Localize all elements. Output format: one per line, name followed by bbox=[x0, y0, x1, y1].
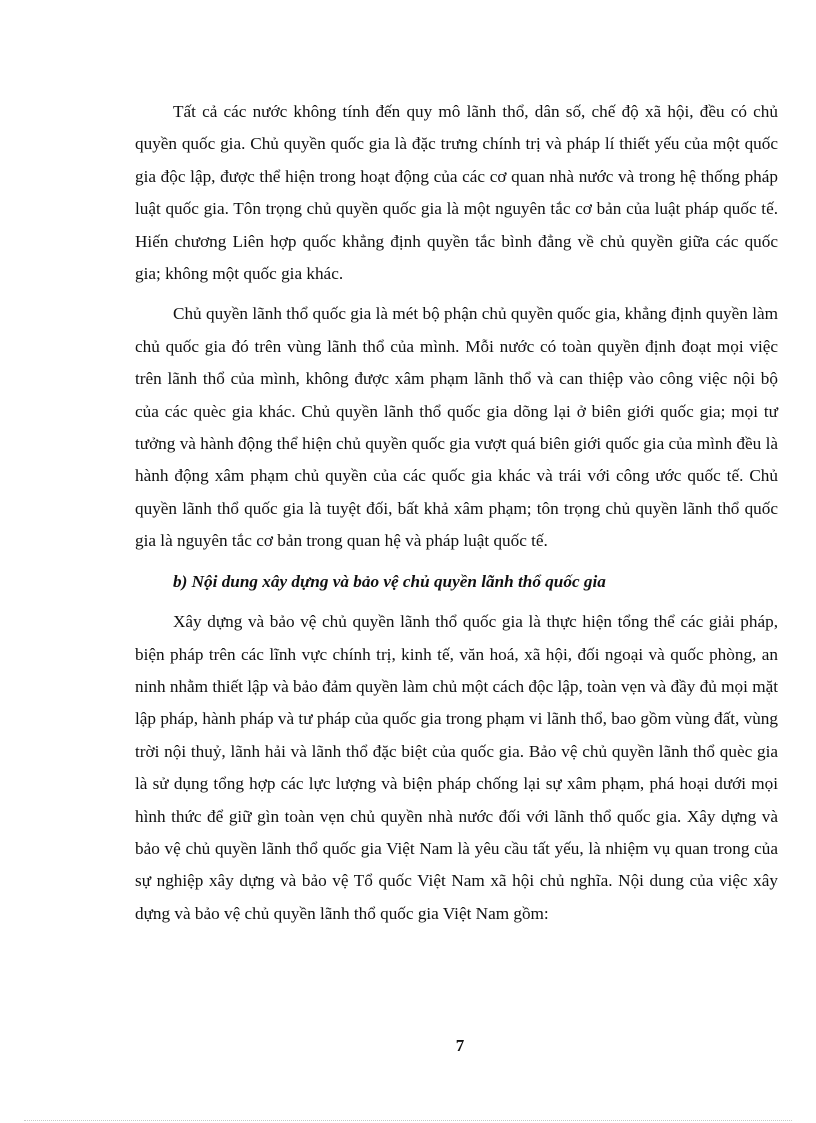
page-bottom-divider bbox=[24, 1120, 792, 1121]
paragraph-sovereignty: Tất cả các nước không tính đến quy mô lãnh thổ, dân số, chế độ xã hội, đều có chủ quyền quốc gia. Chủ quyền quốc gia là đặc trưng chính trị và pháp lí thiết yếu của một quốc gia độc lập, được thể hiện trong hoạt động của các cơ quan nhà nước và trong hệ thống pháp luật quốc gia. Tôn trọng chủ quyền quốc gia là một nguyên tắc cơ bản của luật pháp quốc tế. Hiến chương Liên hợp quốc khẳng định quyền tắc bình đẳng về chủ quyền giữa các quốc gia; không một quốc gia khác. bbox=[135, 102, 778, 284]
paragraph-territorial-sovereignty: Chủ quyền lãnh thổ quốc gia là mét bộ phận chủ quyền quốc gia, khẳng định quyền làm chủ quốc gia đó trên vùng lãnh thổ của mình. Mỗi nước có toàn quyền định đoạt mọi việc trên lãnh thổ của mình, không được xâm phạm lãnh thổ và can thiệp vào công việc nội bộ của các quèc gia khác. Chủ quyền lãnh thổ quốc gia dõng lại ở biên giới quốc gia; mọi tư tưởng và hành động thể hiện chủ quyền quốc gia vượt quá biên giới quốc gia của mình đều là hành động xâm phạm chủ quyền của các quốc gia khác và trái với công ước quốc tế. Chủ quyền lãnh thổ quốc gia là tuyệt đối, bất khả xâm phạm; tôn trọng chủ quyền lãnh thổ quốc gia là nguyên tắc cơ bản trong quan hệ và pháp luật quốc tế. bbox=[135, 304, 778, 551]
page-number: 7 bbox=[455, 1036, 465, 1055]
document-body bbox=[135, 96, 778, 938]
section-heading: b) Nội dung xây dựng và bảo vệ chủ quyền lãnh thổ quốc gia bbox=[173, 571, 606, 591]
paragraph-building-protecting: Xây dựng và bảo vệ chủ quyền lãnh thổ quốc gia là thực hiện tổng thể các giải pháp, biện pháp trên các lĩnh vực chính trị, kinh tế, văn hoá, xã hội, đối ngoại và quốc phòng, an ninh nhằm thiết lập và bảo đảm quyền làm chủ một cách độc lập, toàn vẹn và đầy đủ mọi mặt lập pháp, hành pháp và tư pháp của quốc gia trong phạm vi lãnh thổ, bao gồm vùng đất, vùng trời nội thuỷ, lãnh hải và lãnh thổ đặc biệt của quốc gia. Bảo vệ chủ quyền lãnh thổ quèc gia là sử dụng tổng hợp các lực lượng và biện pháp chống lại sự xâm phạm, phá hoại dưới mọi hình thức để giữ gìn toàn vẹn chủ quyền nhà nước đối với lãnh thổ quốc gia. Xây dựng và bảo vệ chủ quyền lãnh thổ quốc gia Việt Nam là yêu cầu tất yếu, là nhiệm vụ quan trong của sự nghiệp xây dựng và bảo vệ Tổ quốc Việt Nam xã hội chủ nghĩa. Nội dung của việc xây dựng và bảo vệ chủ quyền lãnh thổ quốc gia Việt Nam gồm: bbox=[135, 612, 778, 923]
